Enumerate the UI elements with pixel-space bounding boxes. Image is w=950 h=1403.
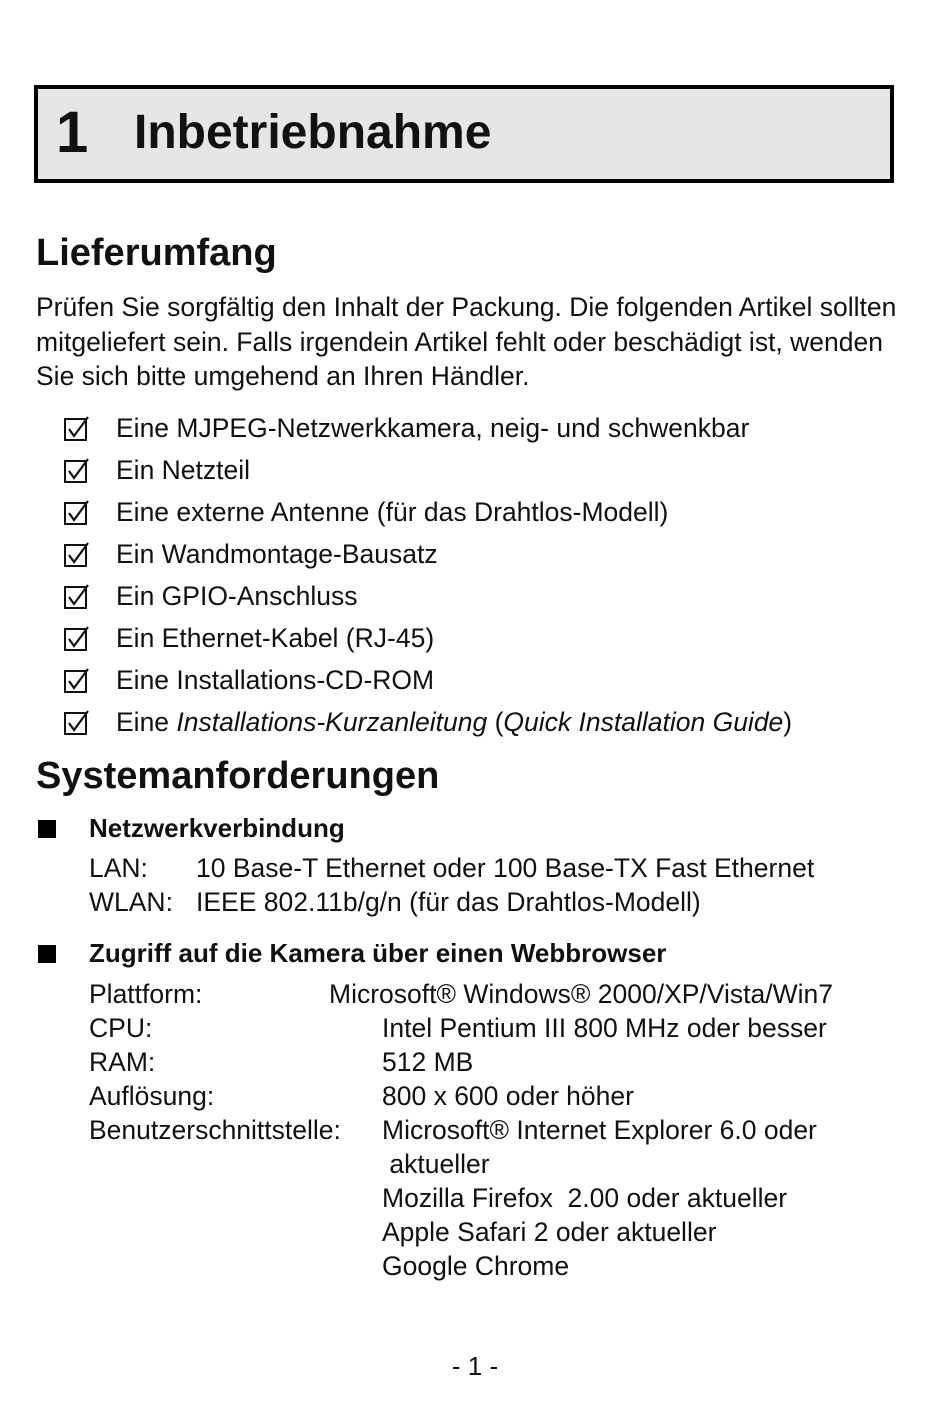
ui-label: Benutzerschnittstelle: bbox=[89, 1115, 341, 1145]
ui-value-line: Mozilla Firefox 2.00 oder aktueller bbox=[382, 1183, 788, 1213]
checkbox-checked-icon bbox=[64, 626, 90, 652]
list-item-label: Ein Wandmontage-Bausatz bbox=[116, 539, 438, 569]
ui-value-line: aktueller bbox=[382, 1149, 490, 1179]
platform-value: Microsoft® Windows® 2000/XP/Vista/Win7 bbox=[329, 979, 833, 1009]
resolution-value: 800 x 600 oder höher bbox=[382, 1081, 634, 1111]
chapter-number: 1 bbox=[56, 100, 89, 165]
wlan-value: IEEE 802.11b/g/n (für das Drahtlos-Modell) bbox=[196, 887, 701, 917]
list-item-label: Eine Installations-Kurzanleitung (Quick Installation Guide) bbox=[116, 707, 793, 737]
lan-value: 10 Base-T Ethernet oder 100 Base-TX Fast Ethernet bbox=[196, 853, 815, 883]
lieferumfang-intro: Prüfen Sie sorgfältig den Inhalt der Packung. Die folgenden Artikel sollten mitgeliefert sein. Falls irgendein Artikel fehlt oder beschädigt ist, wenden Sie sich bitte umgehend an Ihren Händler. bbox=[36, 292, 897, 391]
checkbox-checked-icon bbox=[64, 584, 90, 610]
bullet-square-icon bbox=[38, 945, 56, 963]
list-item-label: Ein GPIO-Anschluss bbox=[116, 581, 358, 611]
lan-label: LAN: bbox=[89, 853, 148, 883]
systemanforderungen-heading: Systemanforderungen bbox=[36, 755, 440, 797]
network-heading: Netzwerkverbindung bbox=[89, 813, 345, 843]
ui-value-line: Google Chrome bbox=[382, 1251, 570, 1281]
bullet-square-icon bbox=[38, 820, 56, 838]
checkbox-checked-icon bbox=[64, 500, 90, 526]
ui-value-line: Apple Safari 2 oder aktueller bbox=[382, 1217, 717, 1247]
checkbox-checked-icon bbox=[64, 416, 90, 442]
chapter-header bbox=[34, 85, 894, 183]
list-item-label: Eine MJPEG-Netzwerkkamera, neig- und schwenkbar bbox=[116, 413, 750, 443]
checkbox-checked-icon bbox=[64, 542, 90, 568]
list-item-label: Eine Installations-CD-ROM bbox=[116, 665, 435, 695]
ram-label: RAM: bbox=[89, 1047, 156, 1077]
cpu-label: CPU: bbox=[89, 1013, 153, 1043]
resolution-label: Auflösung: bbox=[89, 1081, 215, 1111]
checkbox-checked-icon bbox=[64, 710, 90, 736]
checkbox-checked-icon bbox=[64, 458, 90, 484]
cpu-value: Intel Pentium III 800 MHz oder besser bbox=[382, 1013, 827, 1043]
browser-heading: Zugriff auf die Kamera über einen Webbrowser bbox=[89, 938, 667, 968]
list-item-label: Eine externe Antenne (für das Drahtlos-Modell) bbox=[116, 497, 669, 527]
platform-label: Plattform: bbox=[89, 979, 203, 1009]
ui-value-line: Microsoft® Internet Explorer 6.0 oder bbox=[382, 1115, 817, 1145]
ram-value: 512 MB bbox=[382, 1047, 474, 1077]
lieferumfang-heading: Lieferumfang bbox=[36, 232, 277, 274]
chapter-title: Inbetriebnahme bbox=[134, 106, 492, 159]
page-number: - 1 - bbox=[451, 1351, 499, 1381]
wlan-label: WLAN: bbox=[89, 887, 173, 917]
list-item-label: Ein Netzteil bbox=[116, 455, 251, 485]
checkbox-checked-icon bbox=[64, 668, 90, 694]
list-item-label: Ein Ethernet-Kabel (RJ-45) bbox=[116, 623, 435, 653]
